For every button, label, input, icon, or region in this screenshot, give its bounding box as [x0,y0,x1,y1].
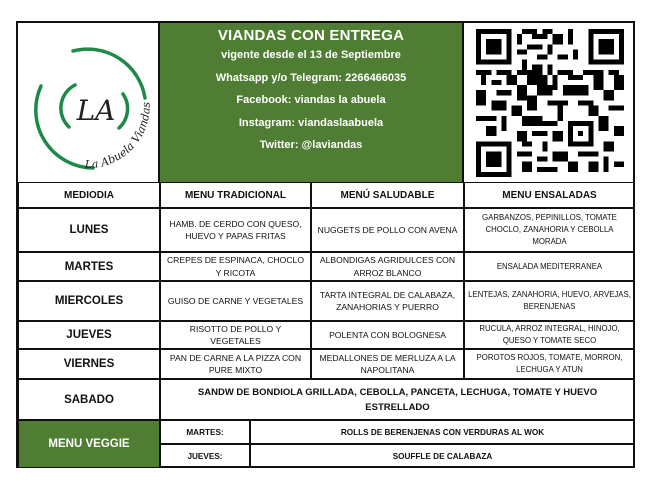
contact-info-cell [160,23,464,182]
valid-from-text: vigente desde el 13 de Septiembre [221,49,401,61]
la-abuela-logo-icon [23,28,153,178]
qr-cell [464,23,635,182]
dish-lunes-saludable: NUGGETS DE POLLO CON AVENA [311,208,464,252]
day-martes: MARTES [18,252,160,281]
day-viernes: VIERNES [18,349,160,379]
dish-viernes-saludable: MEDALLONES DE MERLUZA A LA NAPOLITANA [311,349,464,379]
day-sabado: SABADO [18,379,160,420]
dish-martes-tradicional: CREPES DE ESPINACA, CHOCLO Y RICOTA [160,252,311,281]
page-title: VIANDAS CON ENTREGA [217,27,405,44]
dish-lunes-tradicional: HAMB. DE CERDO CON QUESO, HUEVO Y PAPAS FRITAS [160,208,311,252]
day-miercoles: MIERCOLES [18,281,160,321]
dish-jueves-saludable: POLENTA CON BOLOGNESA [311,321,464,349]
dish-viernes-ensalada: POROTOS ROJOS, TOMATE, MORRON, LECHUGA Y ATUN [464,349,635,379]
dish-martes-ensalada: ENSALADA MEDITERRANEA [464,252,635,281]
dish-sabado: SANDW DE BONDIOLA GRILLADA, CEBOLLA, PANCETA, LECHUGA, TOMATE Y HUEVO ESTRELLADO [160,379,635,420]
dish-miercoles-ensalada: LENTEJAS, ZANAHORIA, HUEVO, ARVEJAS, BERENJENAS [464,281,635,321]
svg-text:LA: LA [76,93,116,127]
facebook-contact: Facebook: viandas la abuela [236,94,386,106]
veggie-dish-martes: ROLLS DE BERENJENAS CON VERDURAS AL WOK [250,420,635,444]
veggie-day-jueves: JUEVES: [160,444,250,468]
twitter-contact: Twitter: @laviandas [259,139,363,151]
day-jueves: JUEVES [18,321,160,349]
dish-lunes-ensalada: GARBANZOS, PEPINILLOS, TOMATE CHOCLO, ZANAHORIA Y CEBOLLA MORADA [464,208,635,252]
menu-sheet [16,21,635,468]
column-header-saludable: MENÚ SALUDABLE [311,182,464,208]
column-header-mediodia: MEDIODIA [18,182,160,208]
dish-miercoles-tradicional: GUISO DE CARNE Y VEGETALES [160,281,311,321]
qr-code-icon [475,29,625,177]
dish-jueves-tradicional: RISOTTO DE POLLO Y VEGETALES [160,321,311,349]
dish-miercoles-saludable: TARTA INTEGRAL DE CALABAZA, ZANAHORIAS Y PUERRO [311,281,464,321]
veggie-dish-jueves: SOUFFLE DE CALABAZA [250,444,635,468]
whatsapp-telegram-contact: Whatsapp y/o Telegram: 2266466035 [215,71,407,84]
dish-viernes-tradicional: PAN DE CARNE A LA PIZZA CON PURE MIXTO [160,349,311,379]
veggie-day-martes: MARTES: [160,420,250,444]
day-lunes: LUNES [18,208,160,252]
veggie-menu-label: MENU VEGGIE [18,420,160,468]
column-header-tradicional: MENU TRADICIONAL [160,182,311,208]
logo-cell [18,23,160,182]
instagram-contact: Instagram: viandaslaabuela [238,116,384,129]
column-header-ensaladas: MENU ENSALADAS [464,182,635,208]
dish-martes-saludable: ALBONDIGAS AGRIDULCES CON ARROZ BLANCO [311,252,464,281]
svg-text:La Abuela Viandas: La Abuela Viandas [84,101,153,171]
dish-jueves-ensalada: RUCULA, ARROZ INTEGRAL, HINOJO, QUESO Y TOMATE SECO [464,321,635,349]
